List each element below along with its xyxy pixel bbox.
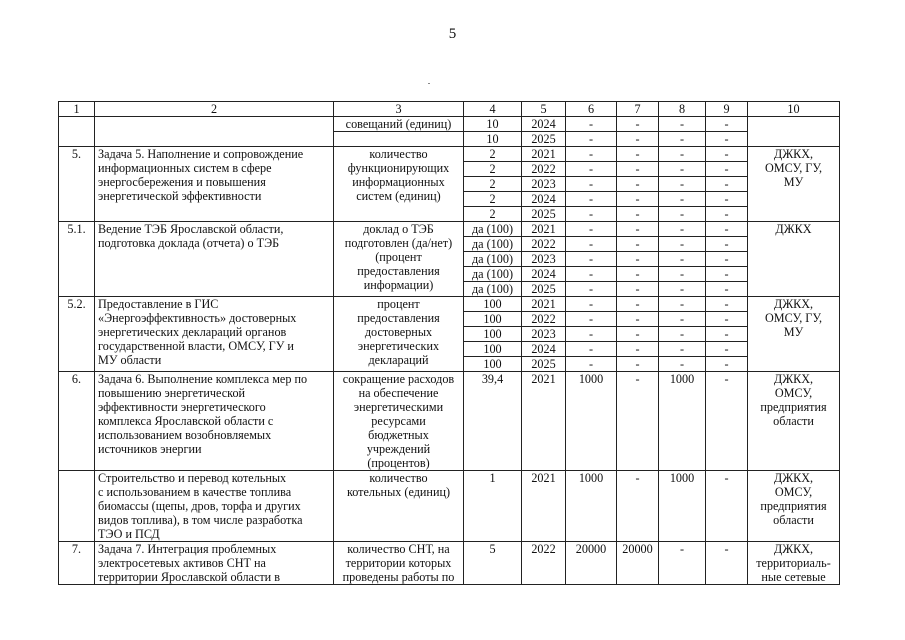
target-cell: 1 (464, 471, 522, 542)
value-cell: - (617, 117, 659, 132)
value-cell: - (706, 372, 748, 471)
indicator-cell: количество СНТ, на территории которых проведены работы по (334, 542, 464, 585)
header-row (59, 102, 840, 117)
value-cell: - (617, 147, 659, 162)
value-cell: - (566, 357, 617, 372)
value-cell: - (566, 237, 617, 252)
value-cell: - (706, 342, 748, 357)
header-cell: 4 (464, 102, 522, 117)
value-cell: - (659, 147, 706, 162)
value-cell: - (617, 357, 659, 372)
exec-cell: ДЖКХ, ОМСУ, предприятия области (748, 471, 840, 542)
year-cell: 2022 (522, 162, 566, 177)
value-cell: - (566, 207, 617, 222)
target-cell: 2 (464, 192, 522, 207)
year-cell: 2025 (522, 207, 566, 222)
header-cell: 7 (617, 102, 659, 117)
value-cell: - (659, 312, 706, 327)
value-cell: 1000 (659, 372, 706, 471)
header-cell: 8 (659, 102, 706, 117)
target-cell: 10 (464, 117, 522, 132)
year-cell: 2025 (522, 357, 566, 372)
value-cell: - (659, 222, 706, 237)
value-cell: - (659, 237, 706, 252)
value-cell: - (617, 192, 659, 207)
name-cell: Предоставление в ГИС «Энергоэффективность» достоверных энергетических деклараций органов государственной власти, ОМСУ, ГУ и МУ области (95, 297, 334, 372)
exec-cell: ДЖКХ, территориаль- ные сетевые (748, 542, 840, 585)
exec-cell: ДЖКХ, ОМСУ, ГУ, МУ (748, 147, 840, 222)
value-cell: - (566, 312, 617, 327)
table-row (59, 372, 840, 471)
indicator-cell (334, 132, 464, 147)
target-cell: 100 (464, 312, 522, 327)
indicator-cell: сокращение расходов на обеспечение энергетическими ресурсами бюджетных учреждений (процентов) (334, 372, 464, 471)
year-cell: 2021 (522, 471, 566, 542)
table-row (59, 542, 840, 585)
exec-cell: ДЖКХ, ОМСУ, ГУ, МУ (748, 297, 840, 372)
target-cell: да (100) (464, 282, 522, 297)
value-cell: - (617, 267, 659, 282)
year-cell: 2024 (522, 267, 566, 282)
indicator-cell: процент предоставления достоверных энергетических деклараций (334, 297, 464, 372)
value-cell: - (659, 207, 706, 222)
target-cell: 100 (464, 297, 522, 312)
year-cell: 2021 (522, 147, 566, 162)
value-cell: - (706, 312, 748, 327)
num-cell: 6. (59, 372, 95, 471)
value-cell: - (659, 252, 706, 267)
year-cell: 2025 (522, 282, 566, 297)
name-cell: Строительство и перевод котельных с использованием в качестве топлива биомассы (щепы, дров, торфа и других видов топлива), в том числе разработка ТЭО и ПСД (95, 471, 334, 542)
year-cell: 2021 (522, 297, 566, 312)
value-cell: - (706, 207, 748, 222)
header-cell: 3 (334, 102, 464, 117)
value-cell: - (706, 357, 748, 372)
header-cell: 9 (706, 102, 748, 117)
target-cell: 5 (464, 542, 522, 585)
target-cell: да (100) (464, 237, 522, 252)
value-cell: - (706, 282, 748, 297)
value-cell: - (659, 132, 706, 147)
value-cell: - (566, 162, 617, 177)
exec-cell: ДЖКХ, ОМСУ, предприятия области (748, 372, 840, 471)
value-cell: - (706, 327, 748, 342)
target-cell: 2 (464, 207, 522, 222)
name-cell: Задача 6. Выполнение комплекса мер по повышению энергетической эффективности энергетического комплекса Ярославской области с использованием возобновляемых источников энергии (95, 372, 334, 471)
value-cell: - (659, 327, 706, 342)
num-cell: 7. (59, 542, 95, 585)
num-cell: 5. (59, 147, 95, 222)
indicator-cell: доклад о ТЭБ подготовлен (да/нет) (процент предоставления информации) (334, 222, 464, 297)
value-cell: - (706, 267, 748, 282)
value-cell: - (566, 147, 617, 162)
indicator-cell: количество котельных (единиц) (334, 471, 464, 542)
value-cell: - (566, 192, 617, 207)
target-cell: 10 (464, 132, 522, 147)
value-cell: - (706, 471, 748, 542)
target-cell: 2 (464, 177, 522, 192)
value-cell: - (706, 132, 748, 147)
name-cell (95, 117, 334, 147)
year-cell: 2024 (522, 342, 566, 357)
num-cell: 5.2. (59, 297, 95, 372)
value-cell: 20000 (566, 542, 617, 585)
value-cell: - (706, 162, 748, 177)
target-cell: 2 (464, 147, 522, 162)
value-cell: - (659, 162, 706, 177)
header-cell: 1 (59, 102, 95, 117)
target-cell: 100 (464, 327, 522, 342)
value-cell: - (617, 372, 659, 471)
table-row (59, 297, 840, 312)
header-cell: 2 (95, 102, 334, 117)
indicator-cell: количество функционирующих информационных систем (единиц) (334, 147, 464, 222)
indicator-cell: совещаний (единиц) (334, 117, 464, 132)
value-cell: - (706, 252, 748, 267)
target-cell: 39,4 (464, 372, 522, 471)
value-cell: 1000 (566, 372, 617, 471)
page-number: 5 (448, 26, 457, 42)
value-cell: - (566, 297, 617, 312)
value-cell: - (659, 297, 706, 312)
year-cell: 2021 (522, 372, 566, 471)
target-cell: да (100) (464, 222, 522, 237)
value-cell: 20000 (617, 542, 659, 585)
target-cell: да (100) (464, 252, 522, 267)
scan-artifact (428, 83, 430, 84)
table-row (59, 147, 840, 162)
value-cell: - (659, 342, 706, 357)
target-cell: 100 (464, 357, 522, 372)
year-cell: 2025 (522, 132, 566, 147)
value-cell: - (617, 297, 659, 312)
year-cell: 2021 (522, 222, 566, 237)
value-cell: - (706, 297, 748, 312)
year-cell: 2022 (522, 312, 566, 327)
value-cell: - (566, 327, 617, 342)
header-cell: 6 (566, 102, 617, 117)
value-cell: - (706, 147, 748, 162)
value-cell: - (706, 177, 748, 192)
exec-cell (748, 117, 840, 147)
value-cell: - (566, 252, 617, 267)
value-cell: - (566, 222, 617, 237)
measures-table (58, 101, 840, 585)
value-cell: - (659, 177, 706, 192)
value-cell: - (706, 117, 748, 132)
value-cell: - (566, 117, 617, 132)
value-cell: - (659, 542, 706, 585)
value-cell: - (706, 542, 748, 585)
value-cell: 1000 (659, 471, 706, 542)
value-cell: - (617, 162, 659, 177)
value-cell: - (706, 192, 748, 207)
target-cell: да (100) (464, 267, 522, 282)
table-row (59, 471, 840, 542)
value-cell: - (617, 471, 659, 542)
value-cell: - (706, 237, 748, 252)
table-row (59, 222, 840, 237)
value-cell: - (566, 267, 617, 282)
num-cell (59, 117, 95, 147)
value-cell: - (617, 282, 659, 297)
value-cell: 1000 (566, 471, 617, 542)
value-cell: - (617, 237, 659, 252)
value-cell: - (617, 207, 659, 222)
value-cell: - (617, 177, 659, 192)
num-cell: 5.1. (59, 222, 95, 297)
year-cell: 2022 (522, 542, 566, 585)
value-cell: - (617, 342, 659, 357)
table-row (59, 117, 840, 132)
target-cell: 100 (464, 342, 522, 357)
year-cell: 2024 (522, 192, 566, 207)
value-cell: - (617, 252, 659, 267)
name-cell: Ведение ТЭБ Ярославской области, подготовка доклада (отчета) о ТЭБ (95, 222, 334, 297)
value-cell: - (566, 132, 617, 147)
year-cell: 2022 (522, 237, 566, 252)
value-cell: - (659, 192, 706, 207)
value-cell: - (659, 282, 706, 297)
year-cell: 2023 (522, 177, 566, 192)
header-cell: 10 (748, 102, 840, 117)
value-cell: - (617, 222, 659, 237)
target-cell: 2 (464, 162, 522, 177)
year-cell: 2023 (522, 252, 566, 267)
value-cell: - (566, 282, 617, 297)
value-cell: - (617, 312, 659, 327)
year-cell: 2023 (522, 327, 566, 342)
value-cell: - (617, 327, 659, 342)
value-cell: - (659, 117, 706, 132)
value-cell: - (706, 222, 748, 237)
year-cell: 2024 (522, 117, 566, 132)
header-cell: 5 (522, 102, 566, 117)
name-cell: Задача 7. Интеграция проблемных электросетевых активов СНТ на территории Ярославской области в (95, 542, 334, 585)
value-cell: - (566, 342, 617, 357)
value-cell: - (617, 132, 659, 147)
num-cell (59, 471, 95, 542)
exec-cell: ДЖКХ (748, 222, 840, 297)
value-cell: - (659, 357, 706, 372)
value-cell: - (659, 267, 706, 282)
name-cell: Задача 5. Наполнение и сопровождение информационных систем в сфере энергосбережения и повышения энергетической эффективности (95, 147, 334, 222)
value-cell: - (566, 177, 617, 192)
